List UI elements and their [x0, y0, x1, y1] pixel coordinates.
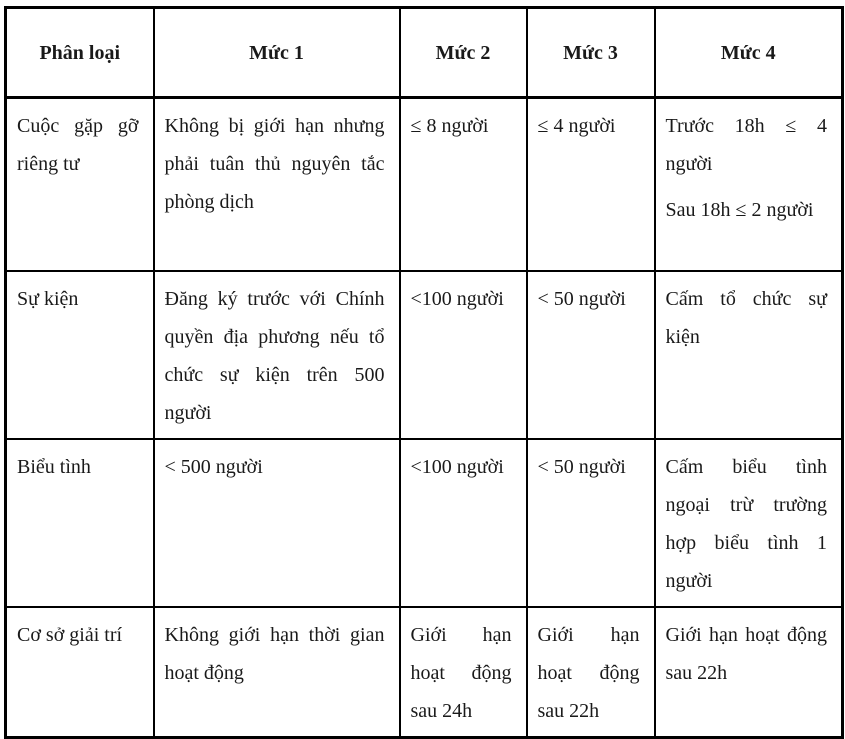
cell-level-2: <100 người	[400, 439, 527, 607]
cell-level-3: < 50 người	[527, 439, 655, 607]
restriction-levels-table	[4, 6, 844, 739]
cell-level-4: Giới hạn hoạt động sau 22h	[655, 607, 843, 738]
cell-level-1: Đăng ký trước với Chính quyền địa phương nếu tổ chức sự kiện trên 500 người	[154, 271, 400, 439]
cell-category: Cơ sở giải trí	[6, 607, 154, 738]
cell-level-3: < 50 người	[527, 271, 655, 439]
header-cell-level-4: Mức 4	[655, 8, 843, 98]
cell-level-2: ≤ 8 người	[400, 98, 527, 271]
table-row-entertainment-venues	[6, 607, 843, 738]
cell-level-3: Giới hạn hoạt động sau 22h	[527, 607, 655, 738]
cell-category: Cuộc gặp gỡ riêng tư	[6, 98, 154, 271]
cell-category: Biểu tình	[6, 439, 154, 607]
cell-level-4: Cấm tổ chức sự kiện	[655, 271, 843, 439]
table-row-protests	[6, 439, 843, 607]
header-cell-level-3: Mức 3	[527, 8, 655, 98]
header-cell-level-2: Mức 2	[400, 8, 527, 98]
cell-category: Sự kiện	[6, 271, 154, 439]
cell-level-4: Trước 18h ≤ 4 người Sau 18h ≤ 2 người	[655, 98, 843, 271]
table-header-row	[6, 8, 843, 98]
cell-level-1: Không bị giới hạn nhưng phải tuân thủ nguyên tắc phòng dịch	[154, 98, 400, 271]
header-cell-level-1: Mức 1	[154, 8, 400, 98]
header-cell-category: Phân loại	[6, 8, 154, 98]
cell-level-2: <100 người	[400, 271, 527, 439]
table-row-private-gatherings	[6, 98, 843, 271]
cell-level-3: ≤ 4 người	[527, 98, 655, 271]
cell-level-4: Cấm biểu tình ngoại trừ trường hợp biểu tình 1 người	[655, 439, 843, 607]
cell-level-2: Giới hạn hoạt động sau 24h	[400, 607, 527, 738]
cell-level-1: Không giới hạn thời gian hoạt động	[154, 607, 400, 738]
table-row-events	[6, 271, 843, 439]
cell-level-1: < 500 người	[154, 439, 400, 607]
